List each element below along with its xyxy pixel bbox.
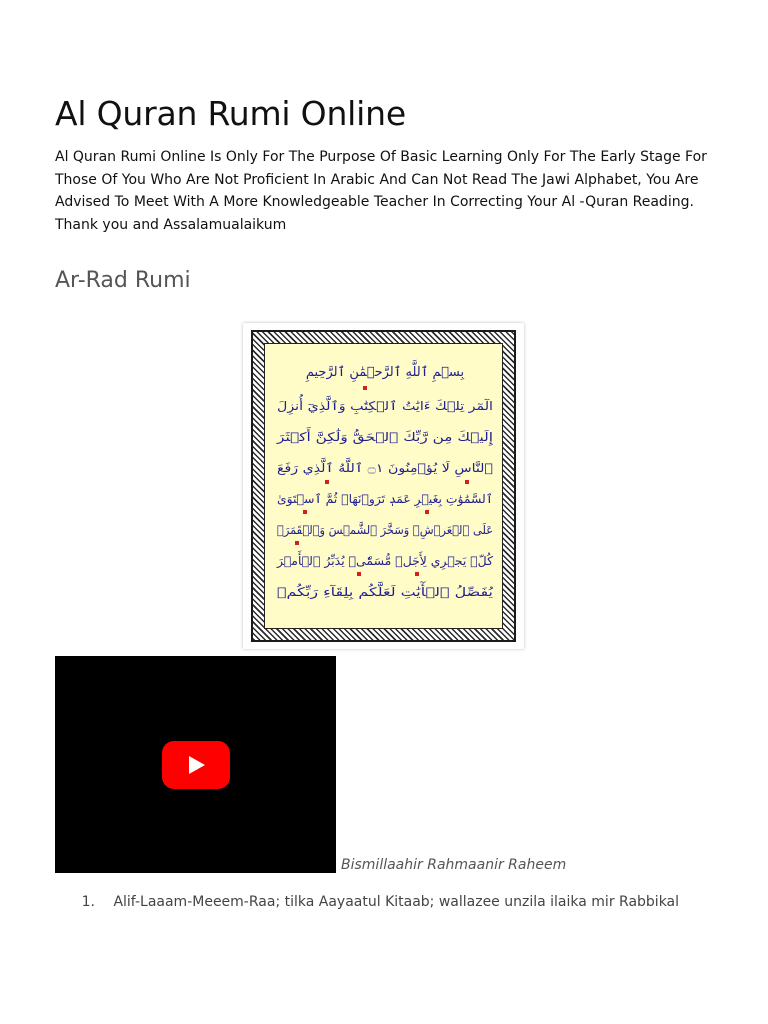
page-title: Al Quran Rumi Online [55,94,406,133]
quran-line: الٓمٓر تِلۡكَ ءَايَٰتُ ٱلۡكِتَٰبِ وَٱلَّذِيٓ أُنزِلَ [277,399,460,413]
waqf-mark [363,386,367,390]
waqf-mark [295,541,299,545]
quran-line: ٱلسَّمَٰوَٰتِ بِغَيۡرِ عَمَدٖ تَرَوۡنَهَاۖ ثُمَّ ٱسۡتَوَىٰ [277,492,488,506]
video-caption: Bismillaahir Rahmaanir Raheem [341,857,567,873]
section-heading: Ar-Rad Rumi [55,268,191,293]
waqf-mark [357,572,361,576]
youtube-play-button[interactable] [162,741,230,789]
waqf-mark [325,480,329,484]
verse-text: Alif-Laaam-Meeem-Raa; tilka Aayaatul Kitaab; wallazee unzila ilaika mir Rabbikal [113,894,680,910]
waqf-mark [303,510,307,514]
intro-paragraph: Al Quran Rumi Online Is Only For The Purpose Of Basic Learning Only For The Early Stage For Those Of You Who Are Not Proficient In Arabic And Can Not Read The Jawi Alphabet, You Are Advised To Meet With A More Knowledgeable Teacher In Correcting Your Al -Quran Reading. Thank you and Assalamualaikum [55,149,707,233]
quran-line: ٱلنَّاسِ لَا يُؤۡمِنُونَ ۝١ ٱللَّهُ ٱلَّذِي رَفَعَ [277,461,477,475]
waqf-mark [415,572,419,576]
quran-line: كُلّٞ يَجۡرِي لِأَجَلٖ مُّسَمّٗىۚ يُدَبِّرُ ٱلۡأَمۡرَ [277,554,486,568]
play-icon [189,756,205,774]
video-embed[interactable] [55,656,336,873]
waqf-mark [425,510,429,514]
verse-number: 1. [81,894,95,910]
list-item [55,894,679,910]
quran-line: إِلَيۡكَ مِن رَّبِّكَ ٱلۡحَقُّ وَلَٰكِنَّ أَكۡثَرَ [277,430,447,444]
quran-line: عَلَى ٱلۡعَرۡشِۖ وَسَخَّرَ ٱلشَّمۡسَ وَٱلۡقَمَرَۖ [277,523,505,537]
quran-page-image [243,323,524,649]
quran-line: يُفَصِّلُ ٱلۡأٓيَٰتِ لَعَلَّكُم بِلِقَآءِ رَبِّكُمۡ [277,585,440,599]
ornamental-border [251,330,516,642]
quran-text-svg [265,344,505,631]
quran-text-panel [264,343,503,629]
verse-list [55,894,679,910]
waqf-mark [465,480,469,484]
bismillah-line: بِسۡمِ ٱللَّهِ ٱلرَّحۡمَٰنِ ٱلرَّحِيمِ [305,365,465,380]
